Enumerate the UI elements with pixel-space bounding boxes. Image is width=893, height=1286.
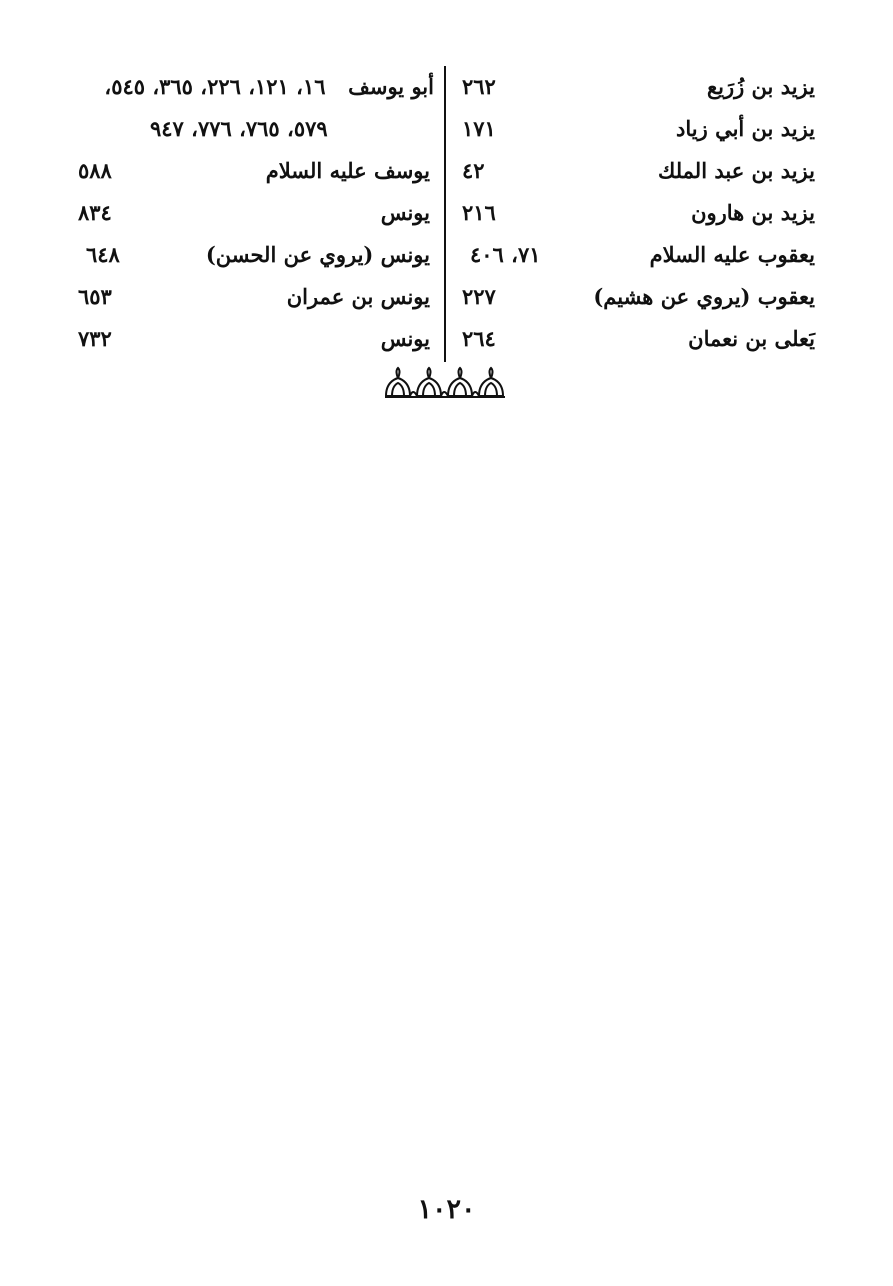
index-entry-name: يونس (يروي عن الحسن) [205, 242, 430, 267]
index-entry-name: يزيد بن زُرَيع [706, 74, 815, 99]
index-entry-name: يزيد بن أبي زياد [676, 116, 815, 141]
index-entry-name: يونس بن عمران [286, 284, 430, 309]
index-entry-name: يونس [380, 326, 430, 351]
index-entry-pages: ٥٨٨ [78, 158, 112, 183]
index-entry-name: يعقوب عليه السلام [649, 242, 815, 267]
index-entry-pages: ٢٦٤ [462, 326, 496, 351]
column-divider [444, 66, 446, 362]
index-entry-name: يونس [380, 200, 430, 225]
index-entry-pages: ٦٤٨ [86, 242, 120, 267]
index-entry-name: يَعلى بن نعمان [688, 326, 815, 351]
index-entry-pages: ٧٣٢ [78, 326, 112, 351]
index-entry-pages: ٢١٦ [462, 200, 496, 225]
index-entry-pages: ٢٢٧ [462, 284, 496, 309]
index-entry-name: يوسف عليه السلام [265, 158, 430, 183]
index-entry-pages: ٢٦٢ [462, 74, 496, 99]
index-entry-name: يزيد بن هارون [691, 200, 815, 225]
index-entry-pages: ٨٣٤ [78, 200, 112, 225]
index-entry [74, 70, 434, 104]
floral-ornament-icon [383, 366, 509, 398]
index-entry-name: أبو يوسف [348, 74, 434, 99]
index-entry-name: يزيد بن عبد الملك [658, 158, 815, 183]
index-entry-name: يعقوب (يروي عن هشيم) [593, 284, 815, 309]
index-entry-pages: ١٦، ١٢١، ٢٢٦، ٣٦٥، ٥٤٥، [104, 74, 326, 99]
index-entry-pages: ٦٥٣ [78, 284, 112, 309]
index-entry-pages: ٤٢ [462, 158, 485, 183]
index-entry-pages: ٧١، ٤٠٦ [470, 242, 541, 267]
index-entry-pages: ١٧١ [462, 116, 496, 141]
page-number: ١٠٢٠ [417, 1194, 476, 1225]
index-entry-pages-continuation: ٥٧٩، ٧٦٥، ٧٧٦، ٩٤٧ [150, 116, 328, 141]
